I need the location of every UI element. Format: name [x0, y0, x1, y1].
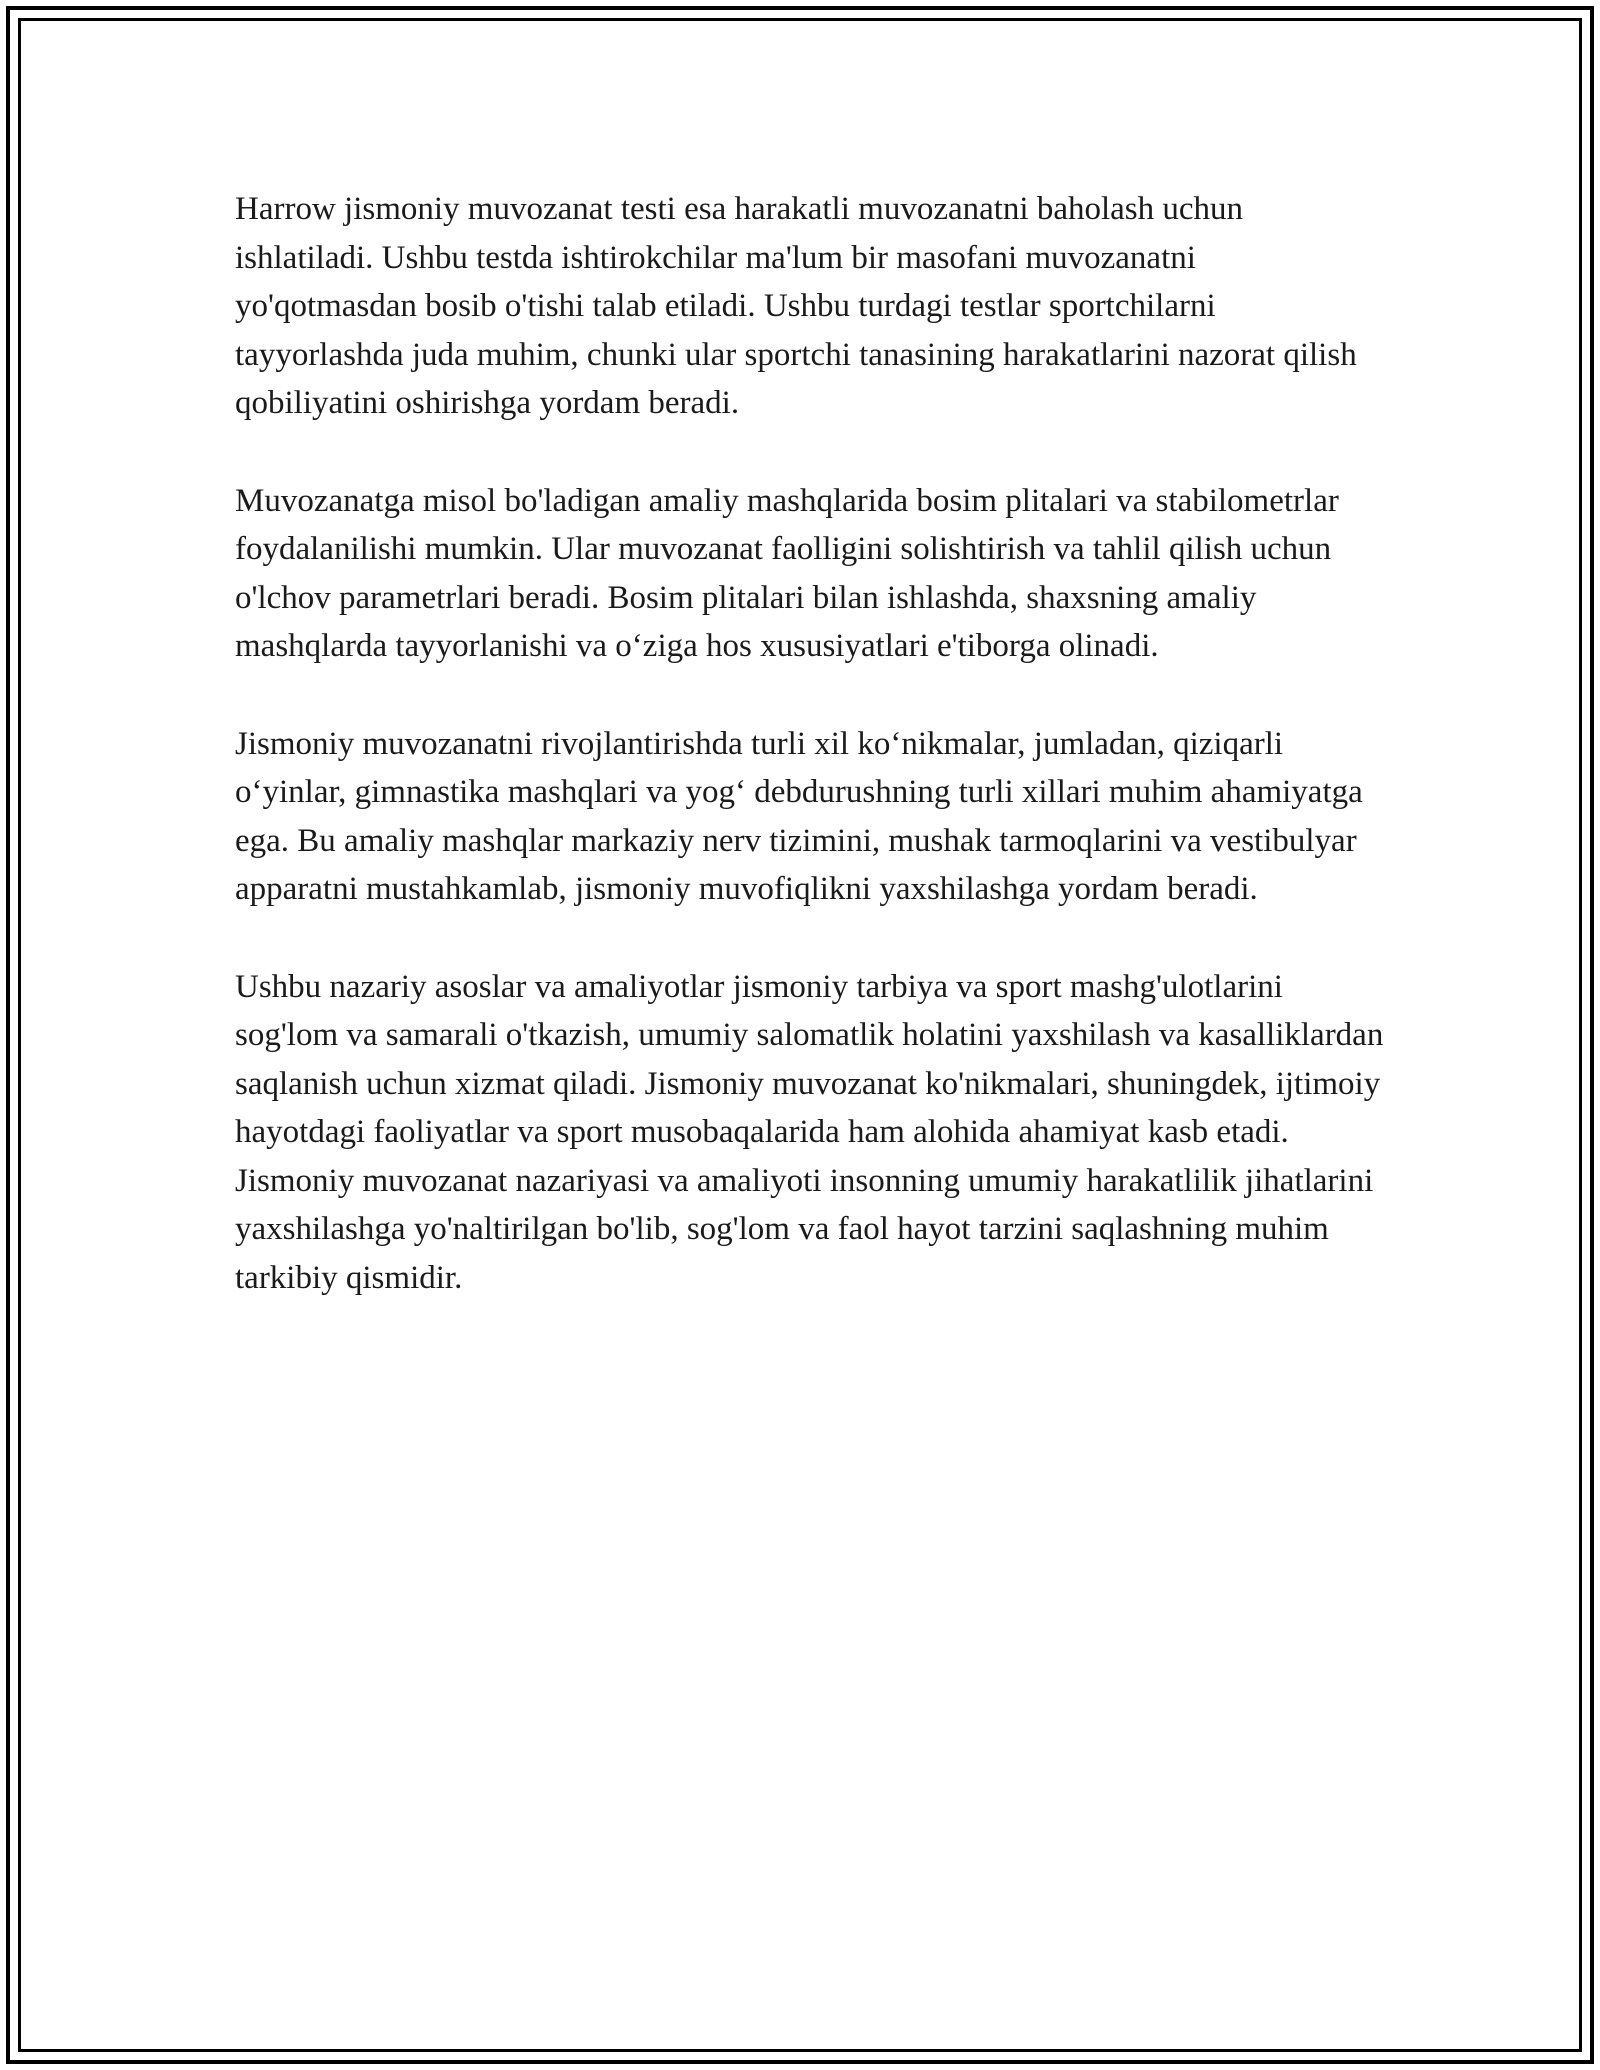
- paragraph: Harrow jismoniy muvozanat testi esa harakatli muvozanatni baholash uchun ishlatiladi. Ushbu testda ishtirokchilar ma'lum bir masofani muvozanatni yo'qotmasdan bosib o'tishi talab etiladi. Ushbu turdagi testlar sportchilarni tayyorlashda juda muhim, chunki ular sportchi tanasining harakatlarini nazorat qilish qobiliyatini oshirishga yordam beradi.: [235, 191, 1357, 422]
- paragraph: Ushbu nazariy asoslar va amaliyotlar jismoniy tarbiya va sport mashg'ulotlarini sog'lom va samarali o'tkazish, umumiy salomatlik holatini yaxshilash va kasalliklardan saqlanish uchun xizmat qiladi. Jismoniy muvozanat ko'nikmalari, shuningdek, ijtimoiy hayotdagi faoliyatlar va sport musobaqalarida ham alohida ahamiyat kasb etadi. Jismoniy muvozanat nazariyasi va amaliyoti insonning umumiy harakatlilik jihatlarini yaxshilashga yo'naltirilgan bo'lib, sog'lom va faol hayot tarzini saqlashning muhim tarkibiy qismidir.: [235, 968, 1384, 1297]
- paragraph: Jismoniy muvozanatni rivojlantirishda turli xil ko‘nikmalar, jumladan, qiziqarli o‘yinlar, gimnastika mashqlari va yog‘ debdurushning turli xillari muhim ahamiyatga ega. Bu amaliy mashqlar markaziy nerv tizimini, mushak tarmoqlarini va vestibulyar apparatni mustahkamlab, jismoniy muvofiqlikni yaxshilashga yordam beradi.: [235, 725, 1363, 908]
- document-body: [235, 185, 1385, 1351]
- paragraph: Muvozanatga misol bo'ladigan amaliy mashqlarida bosim plitalari va stabilometrlar foydalanilishi mumkin. Ular muvozanat faolligini solishtirish va tahlil qilish uchun o'lchov parametrlari beradi. Bosim plitalari bilan ishlashda, shaxsning amaliy mashqlarda tayyorlanishi va o‘ziga hos xususiyatlari e'tiborga olinadi.: [235, 482, 1339, 665]
